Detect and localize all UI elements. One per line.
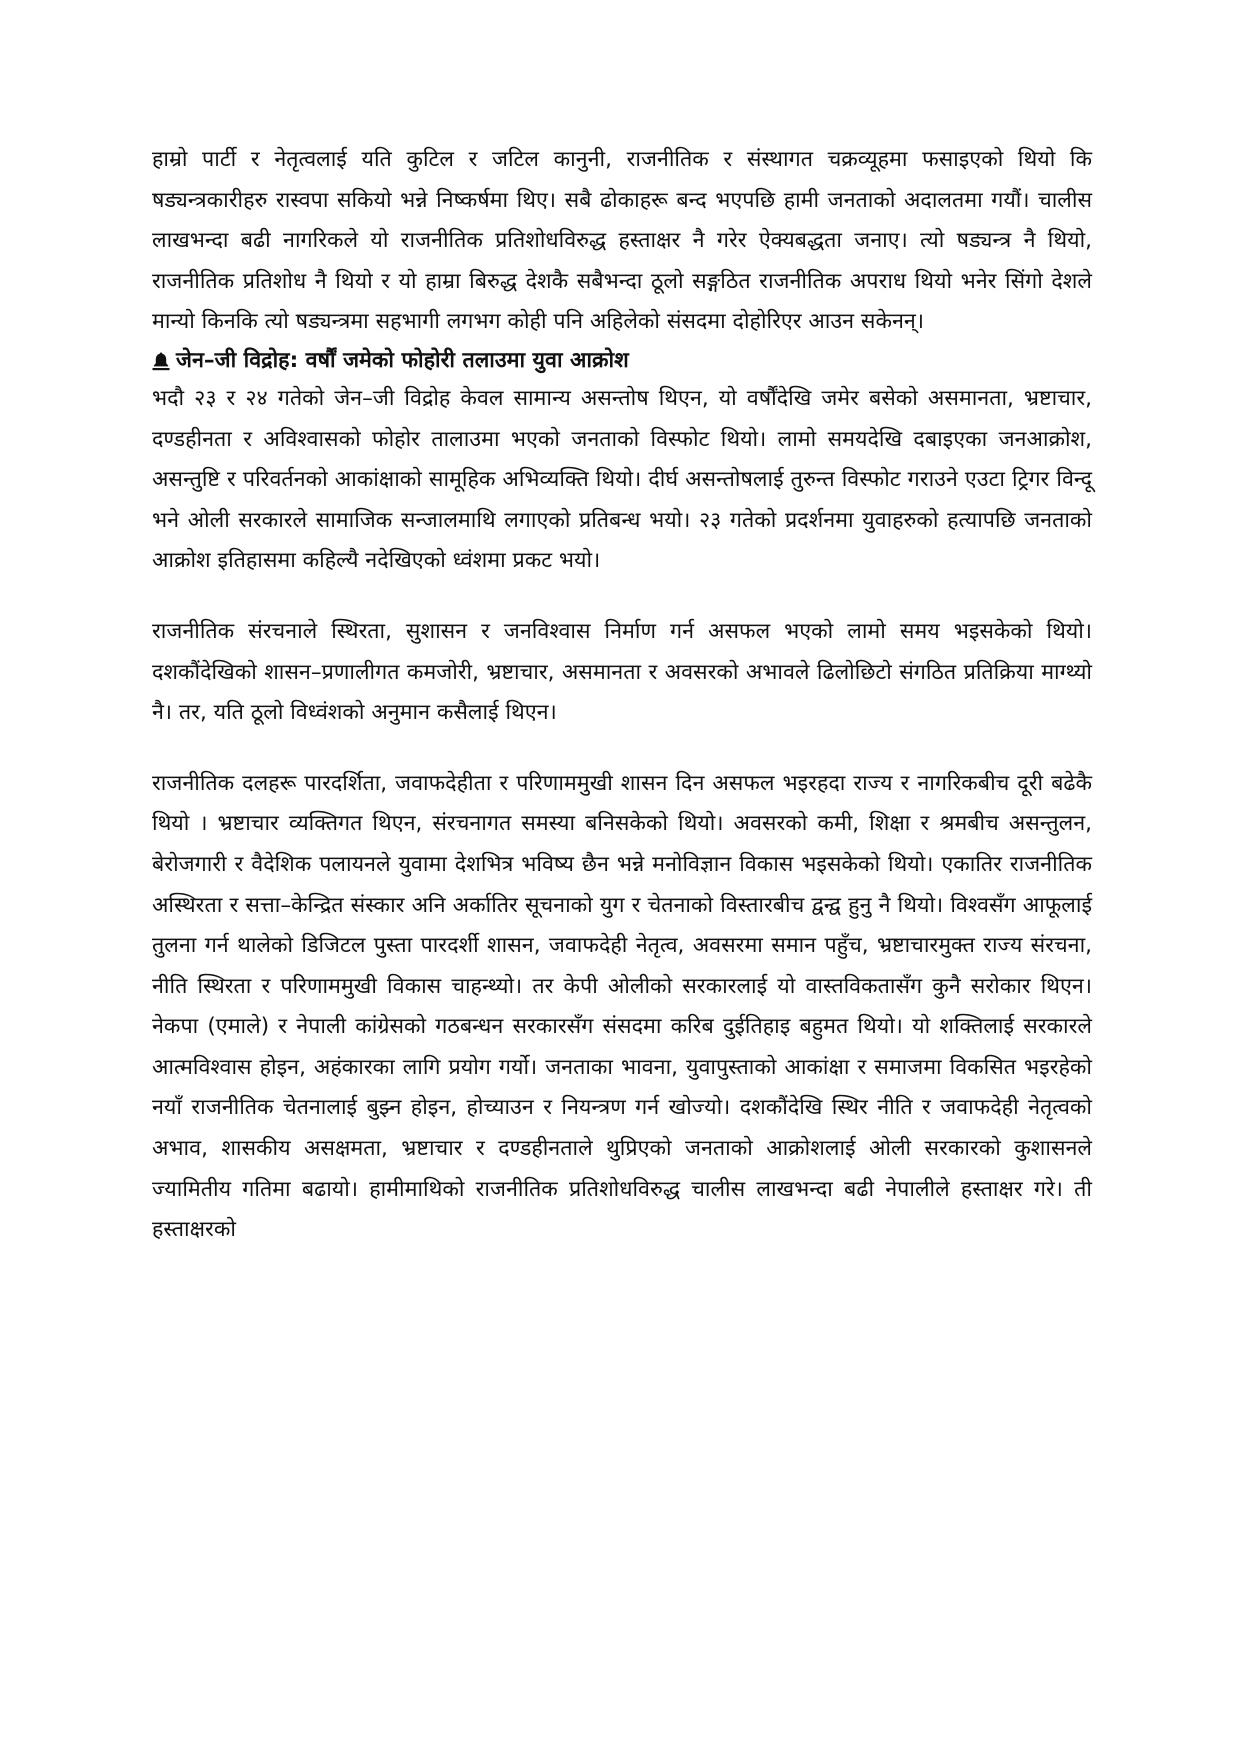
paragraph-genz-uprising: भदौ २३ र २४ गतेको जेन–जी विद्रोह केवल सामान्य असन्तोष थिएन, यो वर्षौंदेखि जमेर बसेको असमानता, भ्रष्टाचार, दण्डहीनता र अविश्वासको फोहोर तालाउमा भएको जनताको विस्फोट थियो। लामो समयदेखि दबाइएका जनआक्रोश, असन्तुष्टि र परिवर्तनको आकांक्षाको सामूहिक अभिव्यक्ति थियो। दीर्घ असन्तोषलाई तुरुन्त विस्फोट गराउने एउटा ट्रिगर विन्दू भने ओली सरकारले सामाजिक सन्जालमाथि लगाएको प्रतिबन्ध भयो। २३ गतेको प्रदर्शनमा युवाहरुको हत्यापछि जनताको आक्रोश इतिहासमा कहिल्यै नदेखिएको ध्वंशमा प्रकट भयो। (152, 385, 1092, 574)
bell-icon (152, 351, 170, 371)
document-page (152, 140, 1092, 1251)
section-heading-text: जेन–जी विद्रोह: वर्षौं जमेको फोहोरी तलाउमा युवा आक्रोश (176, 347, 629, 373)
paragraph-political-structure: राजनीतिक संरचनाले स्थिरता, सुशासन र जनविश्वास निर्माण गर्न असफल भएको लामो समय भइसकेको थियो। दशकौंदेखिको शासन–प्रणालीगत कमजोरी, भ्रष्टाचार, असमानता र अवसरको अभावले ढिलोछिटो संगठित प्रतिक्रिया माग्थ्यो नै। तर, यति ठूलो विध्वंशको अनुमान कसैलाई थिएन। (152, 618, 1092, 726)
section-heading (152, 343, 1092, 379)
paragraph-party-conspiracy: हाम्रो पार्टी र नेतृत्वलाई यति कुटिल र जटिल कानुनी, राजनीतिक र संस्थागत चक्रव्यूहमा फसाइएको थियो कि षड्यन्त्रकारीहरु रास्वपा सकियो भन्ने निष्कर्षमा थिए। सबै ढोकाहरू बन्द भएपछि हामी जनताको अदालतमा गयौं। चालीस लाखभन्दा बढी नागरिकले यो राजनीतिक प्रतिशोधविरुद्ध हस्ताक्षर नै गरेर ऐक्यबद्धता जनाए। त्यो षड्यन्त्र नै थियो, राजनीतिक प्रतिशोध नै थियो र यो हाम्रा बिरुद्ध देशकै सबैभन्दा ठूलो सङ्गठित राजनीतिक अपराध थियो भनेर सिंगो देशले मान्यो किनकि त्यो षड्यन्त्रमा सहभागी लगभग कोही पनि अहिलेको संसदमा दोहोरिएर आउन सकेनन्। (152, 147, 1092, 335)
paragraph-political-parties: राजनीतिक दलहरू पारदर्शिता, जवाफदेहीता र परिणाममुखी शासन दिन असफल भइरहदा राज्य र नागरिकबीच दूरी बढेकै थियो । भ्रष्टाचार व्यक्तिगत थिएन, संरचनागत समस्या बनिसकेको थियो। अवसरको कमी, शिक्षा र श्रमबीच असन्तुलन, बेरोजगारी र वैदेशिक पलायनले युवामा देशभित्र भविष्य छैन भन्ने मनोविज्ञान विकास भइसकेको थियो। एकातिर राजनीतिक अस्थिरता र सत्ता–केन्द्रित संस्कार अनि अर्कातिर सूचनाको युग र चेतनाको विस्तारबीच द्वन्द्व हुनु नै थियो। विश्वसँग आफूलाई तुलना गर्न थालेको डिजिटल पुस्ता पारदर्शी शासन, जवाफदेही नेतृत्व, अवसरमा समान पहुँच, भ्रष्टाचारमुक्त राज्य संरचना, नीति स्थिरता र परिणाममुखी विकास चाहन्थ्यो। तर केपी ओलीको सरकारलाई यो वास्तविकतासँग कुनै सरोकार थिएन। नेकपा (एमाले) र नेपाली कांग्रेसको गठबन्धन सरकारसँग संसदमा करिब दुईतिहाइ बहुमत थियो। यो शक्तिलाई सरकारले आत्मविश्वास होइन, अहंकारका लागि प्रयोग गर्यो। जनताका भावना, युवापुस्ताको आकांक्षा र समाजमा विकसित भइरहेको नयाँ राजनीतिक चेतनालाई बुझ्न होइन, होच्याउन र नियन्त्रण गर्न खोज्यो। दशकौंदेखि स्थिर नीति र जवाफदेही नेतृत्वको अभाव, शासकीय असक्षमता, भ्रष्टाचार र दण्डहीनताले थुप्रिएको जनताको आक्रोशलाई ओली सरकारको कुशासनले ज्यामितीय गतिमा बढायो। हामीमाथिको राजनीतिक प्रतिशोधविरुद्ध चालीस लाखभन्दा बढी नेपालीले हस्ताक्षर गरे। ती हस्ताक्षरको (152, 770, 1092, 1243)
